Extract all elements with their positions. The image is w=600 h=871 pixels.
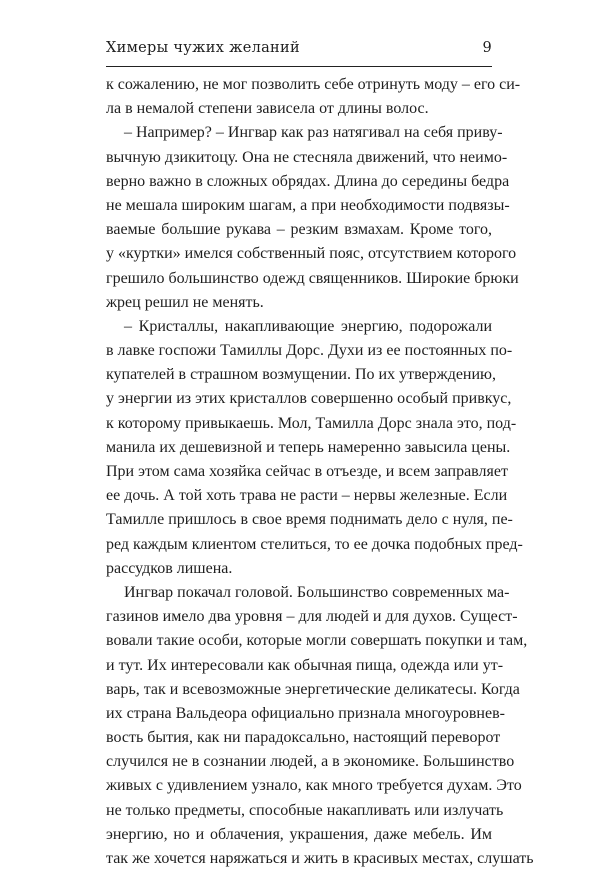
text-line: грешило большинство одежд священников. Широкие брюки: [106, 269, 519, 287]
text-line: варь, так и всевозможные энергетические деликатесы. Когда: [106, 680, 520, 698]
text-line: так же хочется наряжаться и жить в красивых местах, слушать: [106, 850, 534, 867]
text-line: живых с удивлением узнало, как много требуется духам. Это: [106, 777, 522, 795]
text-line: При этом сама хозяйка сейчас в отъезде, и всем заправляет: [106, 463, 508, 480]
running-header: [106, 40, 492, 56]
text-line: вость бытия, как ни парадоксально, настоящий переворот: [106, 729, 501, 747]
text-line: верно важно в сложных обрядах. Длина до середины бедра: [106, 172, 510, 190]
text-line: вовали такие особи, которые могли совершать покупки и там,: [106, 632, 528, 650]
text-line: – Например? – Ингвар как раз натягивал на себя приву-: [124, 124, 503, 142]
text-line: случился не в сознании людей, а в экономике. Большинство: [106, 753, 515, 771]
page-body: [106, 73, 534, 871]
text-line: у «куртки» имелся собственный пояс, отсутствием которого: [106, 245, 517, 263]
text-line: не только предметы, способные накапливать или излучать: [106, 801, 504, 819]
text-line: у энергии из этих кристаллов совершенно особый привкус,: [106, 390, 512, 408]
text-line: к сожалению, не мог позволить себе отринуть моду – его си-: [106, 76, 521, 93]
text-line: рассудков лишена.: [106, 559, 233, 577]
text-line: газинов имело два уровня – для людей и для духов. Сущест-: [106, 608, 518, 626]
text-line: их страна Вальдеора официально признала многоуровнев-: [106, 704, 505, 722]
text-line: ред каждым клиентом стелиться, то ее дочка подобных пред-: [106, 535, 523, 553]
text-line: ваемые большие рукава – резким взмахам. Кроме того,: [106, 221, 492, 239]
text-line: вычную дзикитоцу. Она не стесняла движений, что неимо-: [106, 148, 508, 166]
text-line: энергию, но и облачения, украшения, даже мебель. Им: [106, 825, 492, 843]
text-line: ла в немалой степени зависела от длины волос.: [106, 100, 429, 118]
paragraph: [106, 73, 521, 121]
header-rule: [106, 66, 492, 67]
text-line: манила их дешевизной и теперь намеренно завысила цены.: [106, 438, 511, 456]
text-line: Ингвар покачал головой. Большинство современных ма-: [124, 583, 510, 601]
page-number: 9: [482, 40, 492, 56]
text-line: к которому привыкаешь. Мол, Тамилла Дорс знала это, под-: [106, 414, 517, 432]
text-line: ее дочь. А той хоть трава не расти – нервы железные. Если: [106, 487, 508, 505]
text-line: купателей в страшном возмущении. По их утверждению,: [106, 366, 497, 384]
text-line: в лавке госпожи Тамиллы Дорс. Духи из ее постоянных по-: [106, 342, 513, 360]
text-line: Тамилле пришлось в свое время поднимать дело с нуля, пе-: [106, 511, 513, 529]
paragraph: [106, 121, 519, 315]
book-title: Химеры чужих желаний: [106, 40, 300, 56]
text-line: не мешала широким шагам, а при необходимости подвязы-: [106, 196, 510, 214]
text-line: и тут. Их интересовали как обычная пища, одежда или ут-: [106, 656, 504, 674]
paragraph: [106, 581, 534, 871]
text-line: – Кристаллы, накапливающие энергию, подорожали: [124, 317, 492, 335]
text-line: жрец решил не менять.: [106, 293, 264, 311]
paragraph: [106, 315, 523, 581]
